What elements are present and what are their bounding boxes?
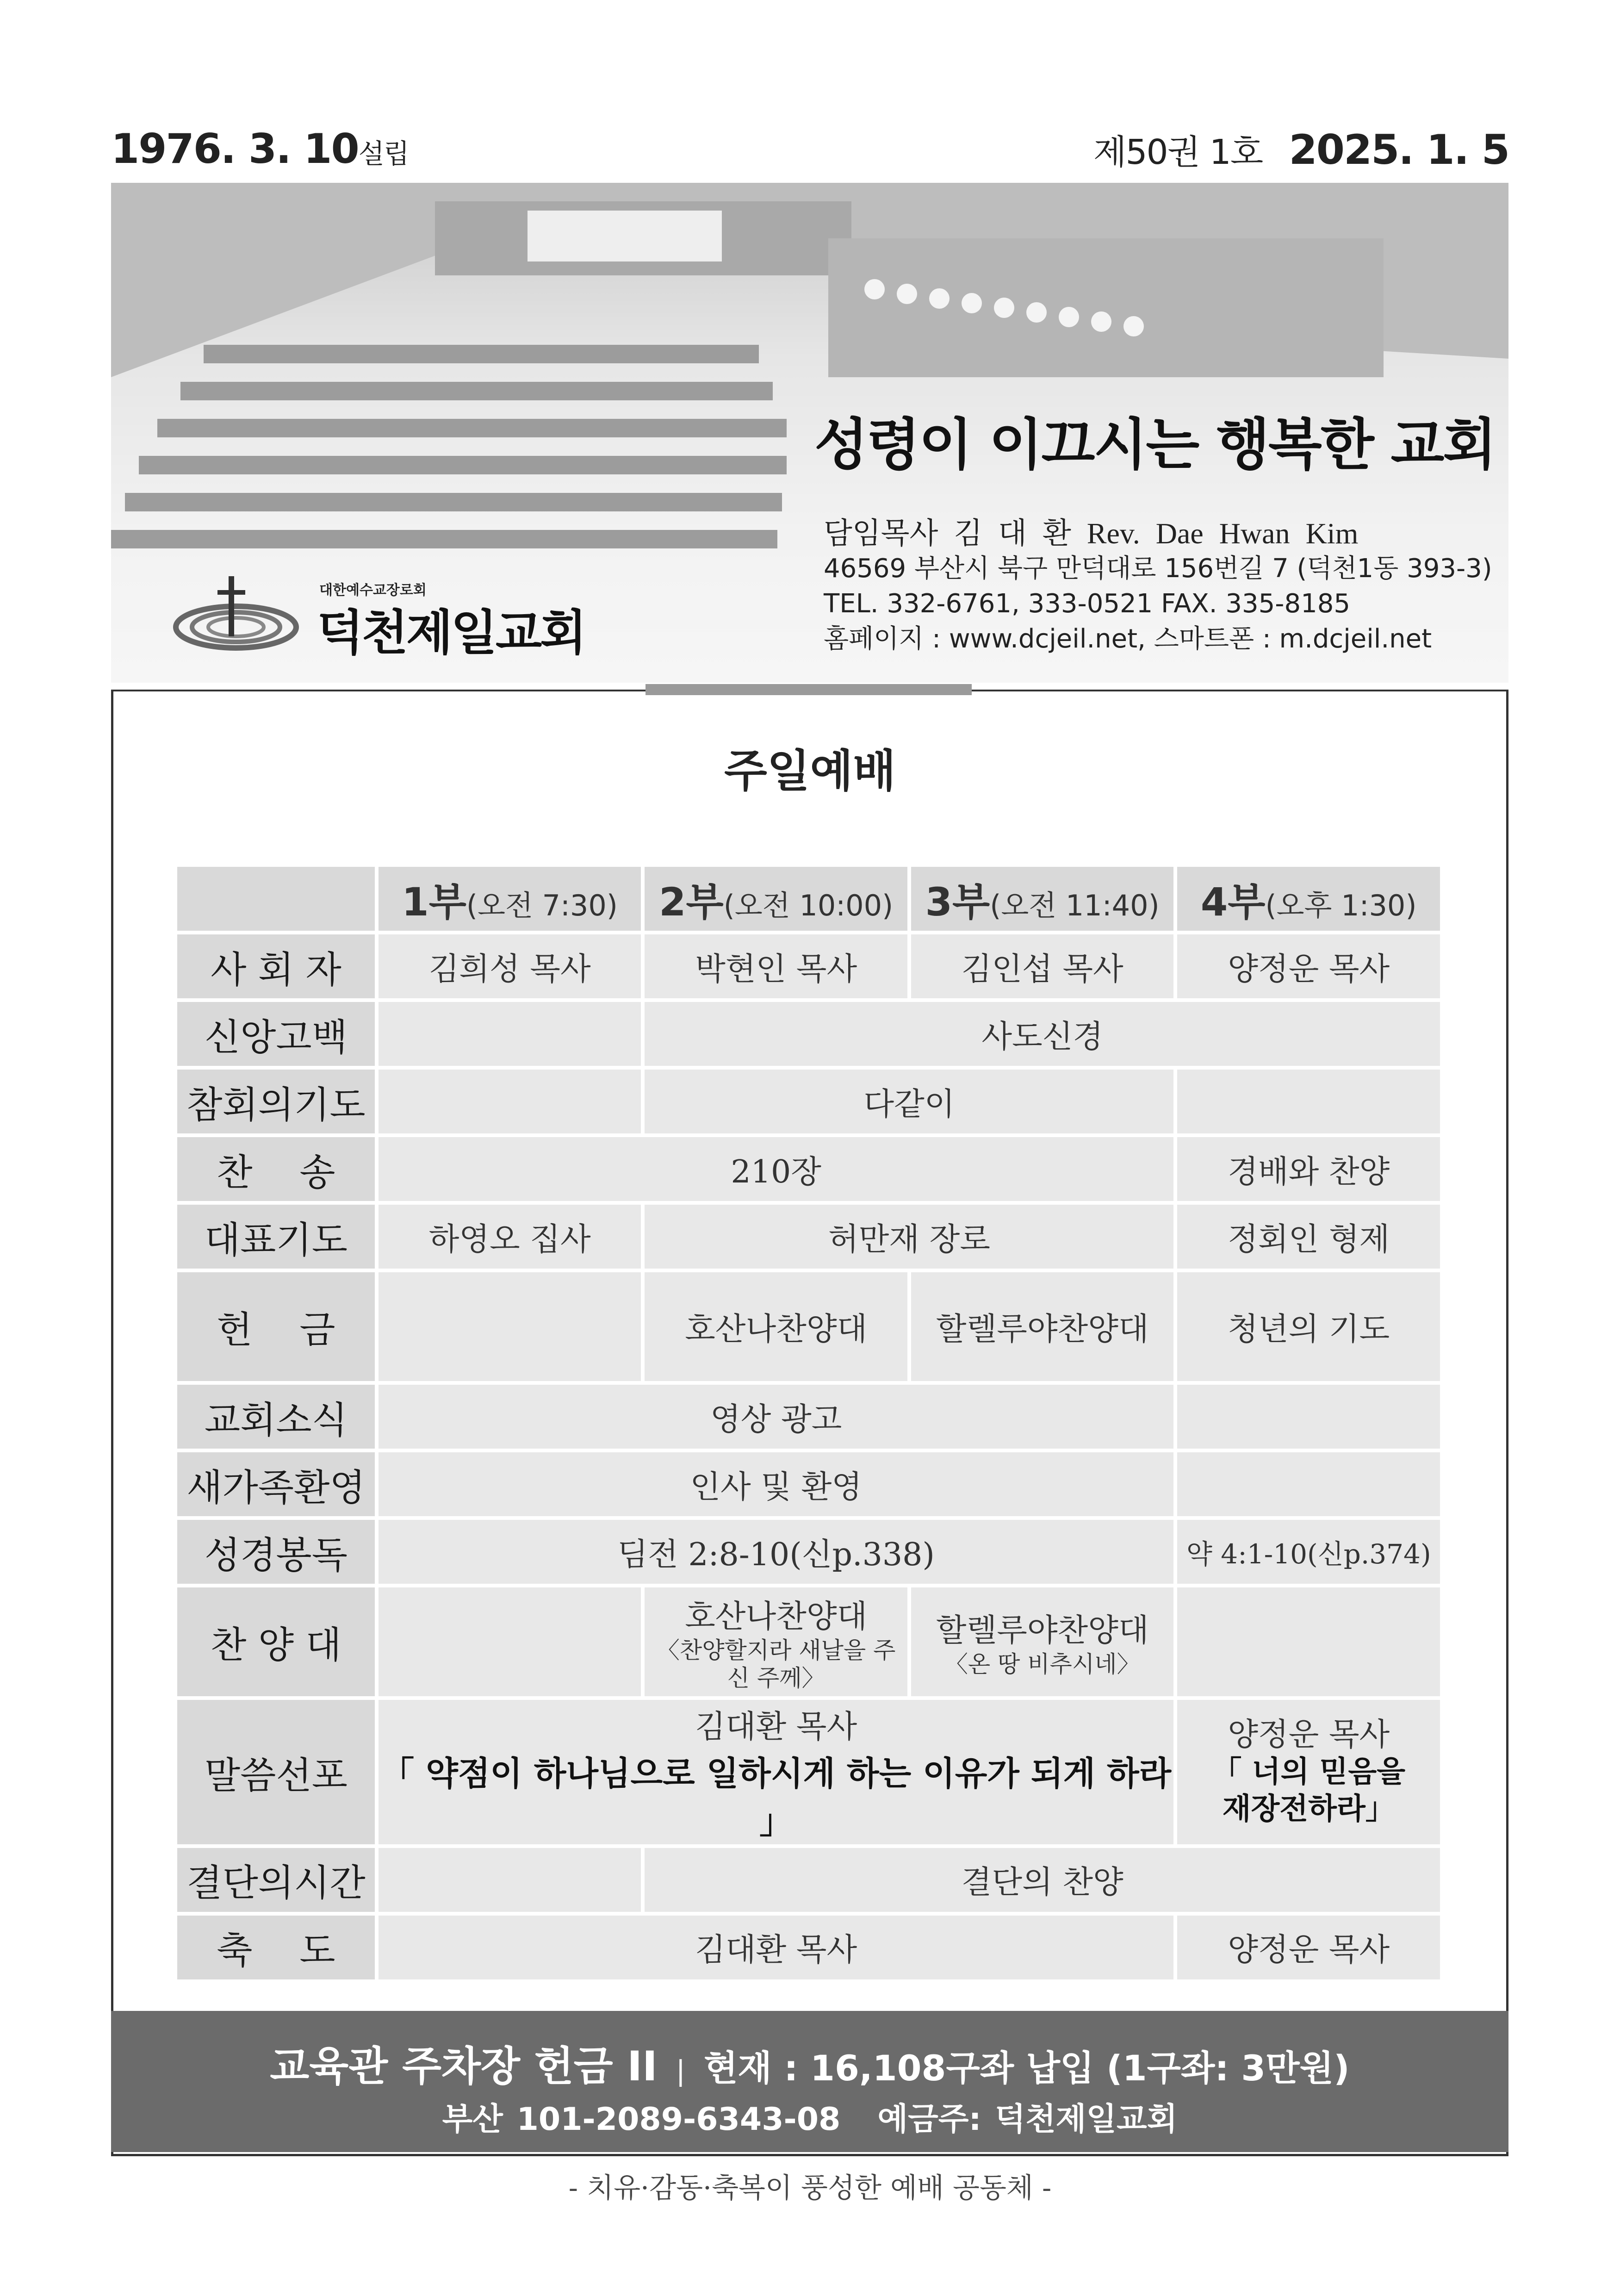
offering-status: 현재 : 16,108구좌 납입 (1구좌: 3만원) [703,2047,1350,2089]
table-cell [379,1070,641,1133]
row-label: 새가족환영 [177,1452,375,1516]
table-row [177,1520,1440,1584]
church-web: 홈페이지 : www.dcjeil.net, 스마트폰 : m.dcjeil.net [824,624,1432,654]
table-cell: 호산나찬양대 [645,1272,907,1381]
table-cell: 결단의 찬양 [645,1848,1440,1912]
offering-line-1 [111,2034,1508,2092]
issue-info: 제50권 1호 2025. 1. 5 [1093,126,1509,174]
bank-account: 부산 101-2089-6343-08 [442,2101,841,2138]
table-cell: 허만재 장로 [645,1205,1173,1269]
table-cell [1177,1452,1440,1516]
row-label: 교회소식 [177,1385,375,1449]
sermon-title: 「 약점이 하나님으로 일하시게 하는 이유가 되게 하라 」 [381,1754,1172,1841]
row-label: 축 도 [177,1916,375,1979]
church-phone: TEL. 332-6761, 333-0521 FAX. 335-8185 [824,589,1350,619]
offering-banner [111,2011,1508,2152]
account-holder: 예금주: 덕천제일교회 [877,2101,1178,2138]
table-cell [1177,1070,1440,1133]
table-cell: 딤전 2:8-10(신p.338) [379,1520,1174,1584]
table-row [177,1205,1440,1269]
service-2-header: 2부(오전 10:00) [645,867,907,931]
choir-anthem: 〈찬양할지라 새날을 주신 주께〉 [656,1637,896,1692]
table-row [177,1002,1440,1066]
table-cell [379,1848,641,1912]
table-cell: 영상 광고 [379,1385,1174,1449]
table-cell: 경배와 찬양 [1177,1137,1440,1201]
row-label: 찬 송 [177,1137,375,1201]
table-row [177,1137,1440,1201]
preacher: 양정운 목사 [1228,1717,1390,1754]
sermon-title: 「 너의 믿음을 [1212,1755,1406,1790]
table-cell: 할렐루야찬양대 [911,1272,1174,1381]
pastor-name: 담임목사 김 대 환 Rev. Dae Hwan Kim [824,517,1359,550]
divider: | [676,2055,685,2087]
choir-anthem: 〈온 땅 비추시네〉 [944,1651,1140,1678]
table-row [177,1848,1440,1912]
table-cell: 하영오 집사 [379,1205,641,1269]
table-cell: 청년의 기도 [1177,1272,1440,1381]
row-label: 성경봉독 [177,1520,375,1584]
service-1-header: 1부(오전 7:30) [379,867,641,931]
footer-motto: - 치유·감동·축복이 풍성한 예배 공동체 - [568,2172,1052,2204]
choir-name: 호산나찬양대 [685,1599,868,1636]
choir-name: 할렐루야찬양대 [936,1612,1149,1649]
church-logo [171,567,588,660]
table-cell [911,1587,1174,1696]
table-cell: 양정운 목사 [1177,934,1440,998]
table-row [177,1916,1440,1979]
table-cell: 김인섭 목사 [911,934,1174,998]
table-cell: 양정운 목사 [1177,1916,1440,1979]
offering-line-2 [111,2094,1508,2139]
founded-date: 1976. 3. 10설립 [111,125,409,173]
table-cell: 사도신경 [645,1002,1440,1066]
table-cell [379,1272,641,1381]
row-label: 결단의시간 [177,1848,375,1912]
denomination-label: 대한예수교장로회 [319,582,427,598]
table-cell [1177,1587,1440,1696]
table-row [177,1272,1440,1381]
header-photo-band [111,183,1508,683]
row-label: 참회의기도 [177,1070,375,1133]
table-cell: 정회인 형제 [1177,1205,1440,1269]
table-cell: 박현인 목사 [645,934,907,998]
row-label: 대표기도 [177,1205,375,1269]
church-address: 46569 부산시 북구 만덕대로 156번길 7 (덕천1동 393-3) [824,554,1492,584]
table-header-row [177,867,1440,931]
church-name-logo: 덕천제일교회 [317,604,585,661]
table-cell [1177,1385,1440,1449]
table-cell: 인사 및 환영 [379,1452,1174,1516]
box-tab [646,684,972,695]
church-emblem-icon [171,567,310,660]
row-label: 찬 양 대 [177,1587,375,1696]
table-row [177,1700,1440,1844]
offering-title: 교육관 주차장 헌금 II [270,2042,658,2090]
table-row [177,1070,1440,1133]
header-blank [177,867,375,931]
worship-title: 주일예배 [724,745,896,797]
table-cell [1177,1700,1440,1844]
church-slogan: 성령이 이끄시는 행복한 교회 [814,412,1496,477]
table-cell: 김대환 목사 [379,1916,1174,1979]
table-row [177,934,1440,998]
table-cell: 김희성 목사 [379,934,641,998]
table-cell [645,1587,907,1696]
preacher: 김대환 목사 [695,1708,857,1745]
table-row [177,1452,1440,1516]
sermon-title-cont: 재장전하라」 [1222,1792,1395,1827]
table-cell [379,1002,641,1066]
row-label: 신앙고백 [177,1002,375,1066]
worship-table [174,863,1444,1983]
table-cell: 다같이 [645,1070,1173,1133]
table-cell: 약 4:1-10(신p.374) [1177,1520,1440,1584]
table-row [177,1385,1440,1449]
table-row [177,1587,1440,1696]
table-cell [379,1700,1174,1844]
service-3-header: 3부(오전 11:40) [911,867,1174,931]
service-4-header: 4부(오후 1:30) [1177,867,1440,931]
row-label: 말씀선포 [177,1700,375,1844]
row-label: 헌 금 [177,1272,375,1381]
table-cell [379,1587,641,1696]
table-cell: 210장 [379,1137,1174,1201]
church-info [824,516,1492,657]
row-label: 사 회 자 [177,934,375,998]
